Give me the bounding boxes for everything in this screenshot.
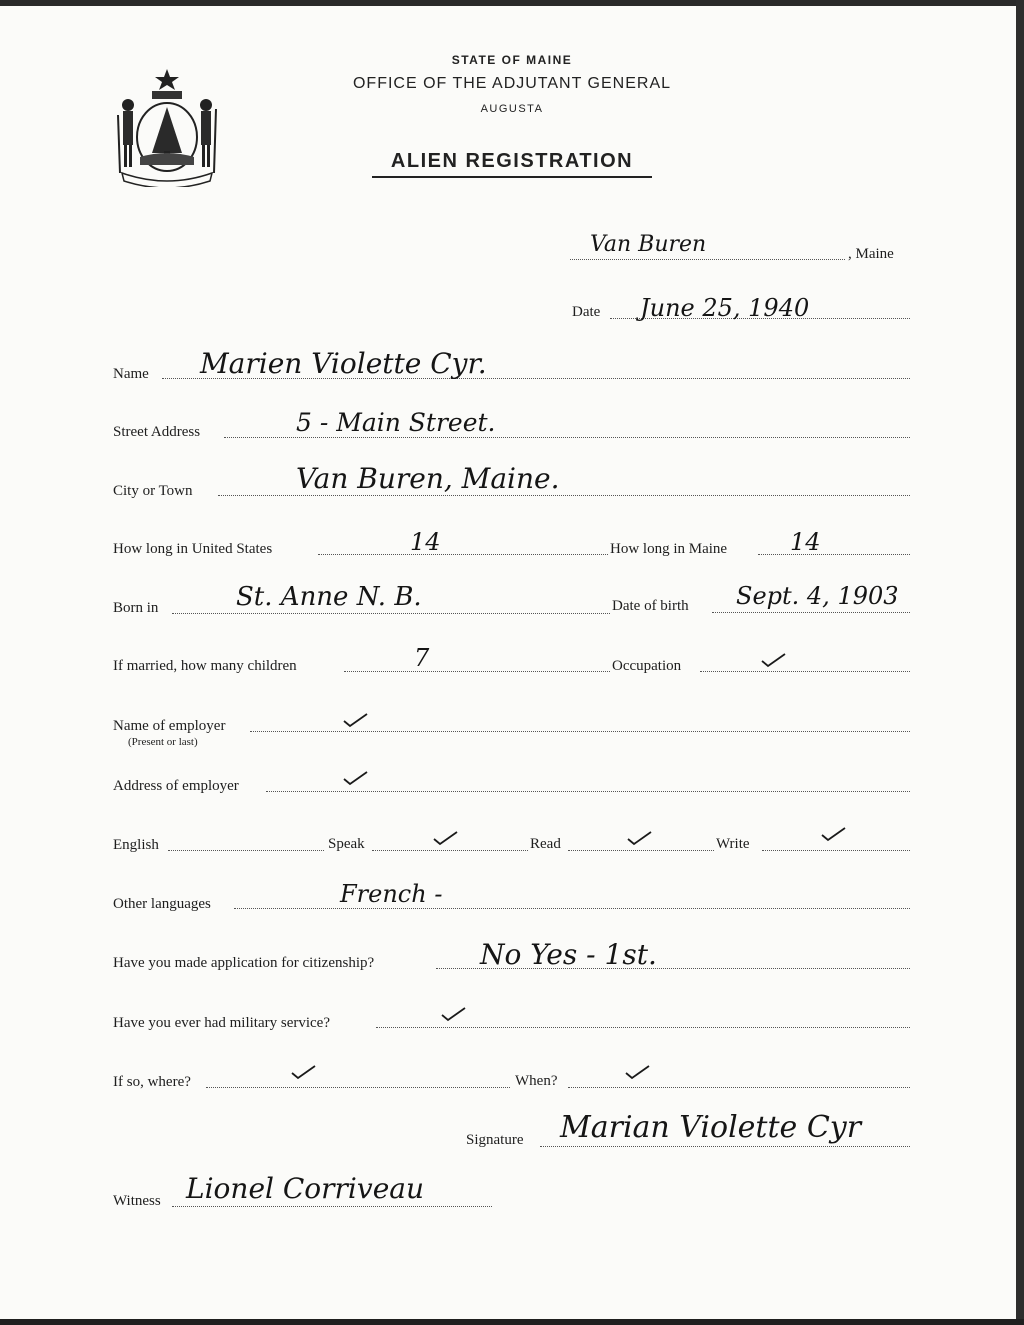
how-long-us-label: How long in United States [113,541,273,557]
street-address-line [224,437,910,438]
city-line [218,495,910,496]
english-line [168,850,324,851]
military-label: Have you ever had military service? [113,1015,330,1031]
how-long-maine-value: 14 [790,528,821,556]
if-so-where-label: If so, where? [113,1074,191,1090]
city-label: City or Town [113,483,193,499]
speak-line [372,850,528,851]
check-mark-icon [290,1064,316,1080]
employer-name-line [250,731,910,732]
employer-name-note: (Present or last) [128,736,198,748]
write-label: Write [716,836,750,852]
check-mark-icon [342,712,368,728]
check-mark-icon [624,1064,650,1080]
check-mark-icon [432,830,458,846]
when-label: When? [515,1073,558,1089]
born-in-label: Born in [113,600,159,616]
date-value: June 25, 1940 [640,294,810,322]
signature-line [540,1146,910,1147]
children-value: 7 [414,644,430,672]
page-title: ALIEN REGISTRATION [390,150,634,172]
children-line [344,671,610,672]
date-of-birth-value: Sept. 4, 1903 [736,582,899,610]
signature-label: Signature [466,1132,524,1148]
when-line [568,1087,910,1088]
signature-value: Marian Violette Cyr [560,1110,862,1145]
town-value: Van Buren [590,232,707,257]
name-label: Name [113,366,149,382]
street-address-label: Street Address [113,424,201,440]
check-mark-icon [760,652,786,668]
employer-name-label: Name of employer [113,718,226,734]
occupation-label: Occupation [612,658,682,674]
scan-edge-top [0,0,1024,6]
date-label: Date [572,304,601,320]
how-long-maine-label: How long in Maine [610,541,728,557]
header-city: AUGUSTA [480,103,544,115]
date-of-birth-label: Date of birth [612,598,689,614]
check-mark-icon [342,770,368,786]
name-value: Marien Violette Cyr. [200,347,487,380]
how-long-maine-line [758,554,910,555]
how-long-us-line [318,554,608,555]
check-mark-icon [440,1006,466,1022]
speak-label: Speak [328,836,365,852]
town-line [570,259,845,260]
date-of-birth-line [712,612,910,613]
how-long-us-value: 14 [410,528,441,556]
check-mark-icon [820,826,846,842]
write-line [762,850,910,851]
read-label: Read [530,836,561,852]
witness-value: Lionel Corriveau [186,1172,424,1205]
header-state: STATE OF MAINE [451,53,573,67]
other-languages-line [234,908,910,909]
read-line [568,850,714,851]
citizenship-value: No Yes - 1st. [480,938,657,971]
witness-label: Witness [113,1193,161,1209]
military-line [376,1027,910,1028]
occupation-line [700,671,910,672]
employer-address-line [266,791,910,792]
born-in-value: St. Anne N. B. [236,582,422,612]
other-languages-value: French - [340,880,443,908]
employer-address-label: Address of employer [113,778,239,794]
other-languages-label: Other languages [113,896,211,912]
born-in-line [172,613,610,614]
witness-line [172,1206,492,1207]
title-underline [372,176,652,178]
state-suffix: , Maine [848,246,894,262]
scan-edge-bottom [0,1319,1024,1325]
check-mark-icon [626,830,652,846]
scan-edge-right [1016,0,1024,1325]
street-address-value: 5 - Main Street. [296,408,496,437]
english-label: English [113,837,159,853]
header-office: OFFICE OF THE ADJUTANT GENERAL [352,75,672,92]
children-label: If married, how many children [113,658,297,674]
city-value: Van Buren, Maine. [296,462,560,495]
if-so-where-line [206,1087,510,1088]
citizenship-label: Have you made application for citizenship? [113,955,375,971]
